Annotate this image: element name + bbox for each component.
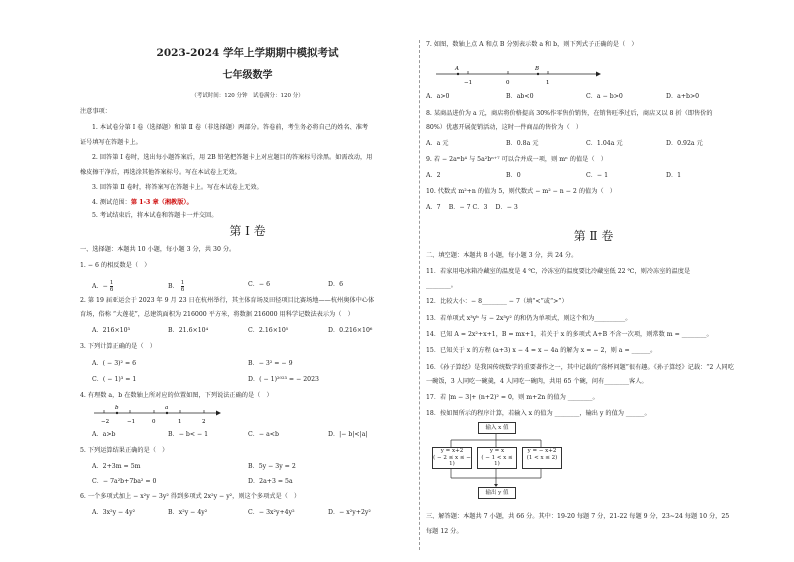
note-4-range: 第 1-3 章（湘教版）。 [130, 199, 193, 206]
q5-option-b: B．5y − 3y = 2 [248, 463, 296, 470]
volume-1-title: 第 Ⅰ 卷 [229, 224, 266, 238]
question-6: 6. 一个多项式加上 − x²y − 3y² 得到多项式 2x²y − y²，则这个多项式是（ ） [80, 493, 301, 500]
q10-options: A．7 B．− 7 C．3 D．− 3 [426, 204, 518, 211]
question-2b: 育场，俗称 “大莲花”，总建筑面积为 216000 平方米，将数据 216000 用科学记数法表示为（ ） [80, 311, 354, 318]
note-4 [92, 199, 193, 207]
note-5: 5. 考试结束后，将本试卷和答题卡一并交回。 [92, 212, 218, 219]
question-11b: ________。 [426, 282, 457, 289]
flowchart-box-3: y = − x+2 (1 < x ≤ 2) [522, 447, 562, 469]
q2-option-d: D．0.216×10⁶ [328, 327, 373, 334]
q7-option-d: D．a+b>0 [666, 93, 700, 100]
question-13: 13．若单项式 x³yᵇ 与 − 2x³y² 的和仍为单项式，则这个和为__________。 [426, 315, 632, 322]
question-8b: 80%）优惠开展促销活动，这时一件商品的售价为（ ） [426, 124, 583, 131]
question-16b: 一碗饭，3 人同吃一碗羹，4 人同吃一碗肉，共用 65 个碗，问有________客人。 [426, 378, 648, 385]
exam-title: 2023-2024 学年上学期期中模拟考试 [156, 47, 339, 59]
question-16a: 16．《孙子算经》是我国传统数学的重要著作之一，其中记载的“荡杯问题”很有趣。《孙子算经》记载：“2 人同吃 [426, 364, 734, 371]
q4-option-d: D．|− b|<|a| [328, 431, 368, 438]
q9-option-c: C．− 1 [586, 172, 609, 179]
flowchart-box-1: y = x+2 ( − 2 ≤ x ≤ − 1) [433, 448, 471, 467]
q5-option-a: A．2+3m = 5m [92, 463, 141, 470]
q8-option-b: B．0.8a 元 [506, 140, 539, 147]
q2-option-c: C．2.16×10⁵ [248, 327, 289, 334]
q4-tick-0: 0 [152, 419, 156, 425]
exam-meta: （考试时间：120 分钟 试卷满分：120 分） [191, 93, 304, 99]
q7-tick-0: 0 [506, 80, 510, 86]
question-3: 3. 下列计算正确的是（ ） [80, 343, 156, 350]
q8-option-d: D．0.92a 元 [666, 140, 703, 147]
question-2a: 2. 第 19 届亚运会于 2023 年 9 月 23 日在杭州举行，其主体育场及田径项目比赛场地——杭州奥体中心体 [80, 297, 375, 304]
question-10: 10. 代数式 m²+n 的值为 5，则代数式 − m² − n − 2 的值为（ ） [426, 188, 616, 195]
right-column [426, 0, 761, 562]
question-14: 14．已知 A = 2x²+x+1，B = mx+1，若关于 x 的多项式 A+B 不含一次项，则常数 m = ________。 [426, 331, 713, 338]
q9-option-d: D．1 [666, 172, 682, 179]
q3-option-c: C．( − 1)³ = 1 [92, 376, 137, 383]
volume-2-title: 第 Ⅱ 卷 [573, 229, 614, 243]
q7-option-b: B．ab<0 [506, 93, 534, 100]
left-column [80, 0, 415, 562]
q1-option-c: C．− 6 [248, 281, 271, 288]
question-17: 17．若 |m − 3|+ (n+2)² = 0，则 m+2n 的值为 ________。 [426, 394, 599, 401]
q2-option-b: B．21.6×10⁴ [168, 327, 209, 334]
q1-option-a: A．− $\frac{1}{6}$ [92, 280, 114, 293]
question-11a: 11．若家用电冰箱冷藏室的温度是 4 ℃，冷冻室的温度要比冷藏室低 22 ℃，则冷冻室的温度是 [426, 268, 691, 275]
q8-option-a: A．a 元 [426, 140, 449, 147]
q7-tick-1: 1 [546, 80, 550, 86]
question-18: 18．按如图所示的程序计算，若输入 x 的值为 ________，输出 y 的值为 ______。 [426, 410, 651, 417]
q4-option-b: B．− b< − 1 [168, 431, 209, 438]
note-2b: 橡皮擦干净后，再选涂其他答案标号。写在本试卷上无效。 [80, 169, 241, 176]
q6-option-b: B．x²y − 4y² [168, 509, 208, 516]
q5-option-d: D．2a+3 = 5a [248, 478, 293, 485]
q1-option-b: B． $\frac{1}{6}$ [168, 280, 185, 293]
q7-option-c: C．a − b>0 [586, 93, 623, 100]
section-2-heading: 二、填空题：本题共 8 小题，每小题 3 分，共 24 分。 [426, 252, 578, 259]
number-line-q7 [434, 62, 604, 86]
note-1b: 证号填写在答题卡上。 [80, 139, 142, 146]
q5-option-c: C．− 7a²b+7ba² = 0 [92, 478, 157, 485]
question-5: 5. 下列运算结果正确的是（ ） [80, 447, 169, 454]
q6-option-d: D．− x²y+2y² [328, 509, 371, 516]
q4-tick-2: 2 [202, 419, 206, 425]
q7-label-a: A [455, 66, 459, 72]
q4-option-a: A．a>b [92, 431, 116, 438]
section-3-heading-a: 三、解答题：本题共 7 小题，共 66 分。其中：19-20 每题 7 分，21-22 每题 9 分，23~24 每题 10 分，25 [426, 513, 730, 520]
flowchart-input: 输入 x 值 [478, 422, 516, 434]
q4-label-a: a [165, 405, 169, 411]
question-8a: 8. 某商品进价为 a 元，商店将价格提高 30%作零售价销售，在销售旺季过后，商店又以 8 折（即售价的 [426, 110, 713, 117]
q1-option-d: D．6 [328, 281, 344, 288]
flowchart-box-2: y = x ( − 1 < x ≤ 1) [477, 447, 517, 469]
flowchart-output: 输出 y 值 [478, 487, 516, 499]
q7-option-a: A．a>0 [426, 93, 450, 100]
q8-option-c: C．1.04a 元 [586, 140, 623, 147]
q4-option-c: C．− a<b [248, 431, 279, 438]
q4-ticks [104, 410, 204, 414]
question-1: 1. − 6 的相反数是（ ） [80, 262, 151, 269]
q6-option-c: C．− 3x²y+4y² [248, 509, 295, 516]
note-3: 3. 回答第 Ⅱ 卷时，将答案写在答题卡上。写在本试卷上无效。 [92, 184, 263, 191]
q9-option-b: B．0 [506, 172, 521, 179]
question-7: 7. 如图，数轴上点 A 和点 B 分别表示数 a 和 b，则下列式子正确的是（ ） [426, 41, 638, 48]
note-2a: 2. 回答第 Ⅰ 卷时，选出每小题答案后，用 2B 铅笔把答题卡上对应题目的答案标号涂黑。如需改动，用 [92, 154, 373, 161]
q3-option-d: D．( − 1)²⁰²³ = − 2023 [248, 376, 319, 383]
exam-subject: 七年级数学 [222, 70, 273, 81]
notes-heading: 注意事项： [80, 108, 111, 115]
note-4-prefix: 4. 测试范围： [92, 199, 131, 206]
q4-tick-neg1: −1 [127, 419, 136, 425]
q9-option-a: A．2 [426, 172, 441, 179]
q4-label-b: b [115, 405, 119, 411]
section-1-heading: 一、选择题：本题共 10 小题，每小题 3 分，共 30 分。 [80, 246, 236, 253]
q2-option-a: A．216×10³ [92, 327, 131, 334]
section-3-heading-b: 每题 12 分。 [426, 528, 463, 535]
number-line-q4 [92, 403, 222, 427]
q4-tick-1: 1 [178, 419, 182, 425]
q4-tick-neg2: −2 [101, 419, 110, 425]
q7-label-b: B [535, 66, 540, 72]
question-15: 15．已知关于 x 的方程 (a+3) x − 4 = x − 4a 的解为 x = − 2，则 a = ______。 [426, 347, 657, 354]
note-1a: 1. 本试卷分第 Ⅰ 卷（选择题）和第 Ⅱ 卷（非选择题）两部分。答卷前，考生务必将自己的姓名、准考 [92, 124, 369, 131]
q7-tick-neg1: −1 [464, 80, 473, 86]
column-divider [419, 40, 421, 550]
question-9: 9. 若 − 2aᵐb⁴ 与 5a²bⁿ⁺⁷ 可以合并成一项，则 mⁿ 的值是（ ） [426, 156, 607, 163]
question-12: 12．比较大小：− 8________ − 7（填“<”或“>”） [426, 298, 568, 305]
q6-option-a: A．3x²y − 4y² [92, 509, 136, 516]
q3-option-a: A．( − 3)² = 6 [92, 360, 137, 367]
q3-option-b: B．− 3² = − 9 [248, 360, 293, 367]
question-4: 4. 有理数 a，b 在数轴上所对应的位置如图，下列说法正确的是（ ） [80, 392, 273, 399]
